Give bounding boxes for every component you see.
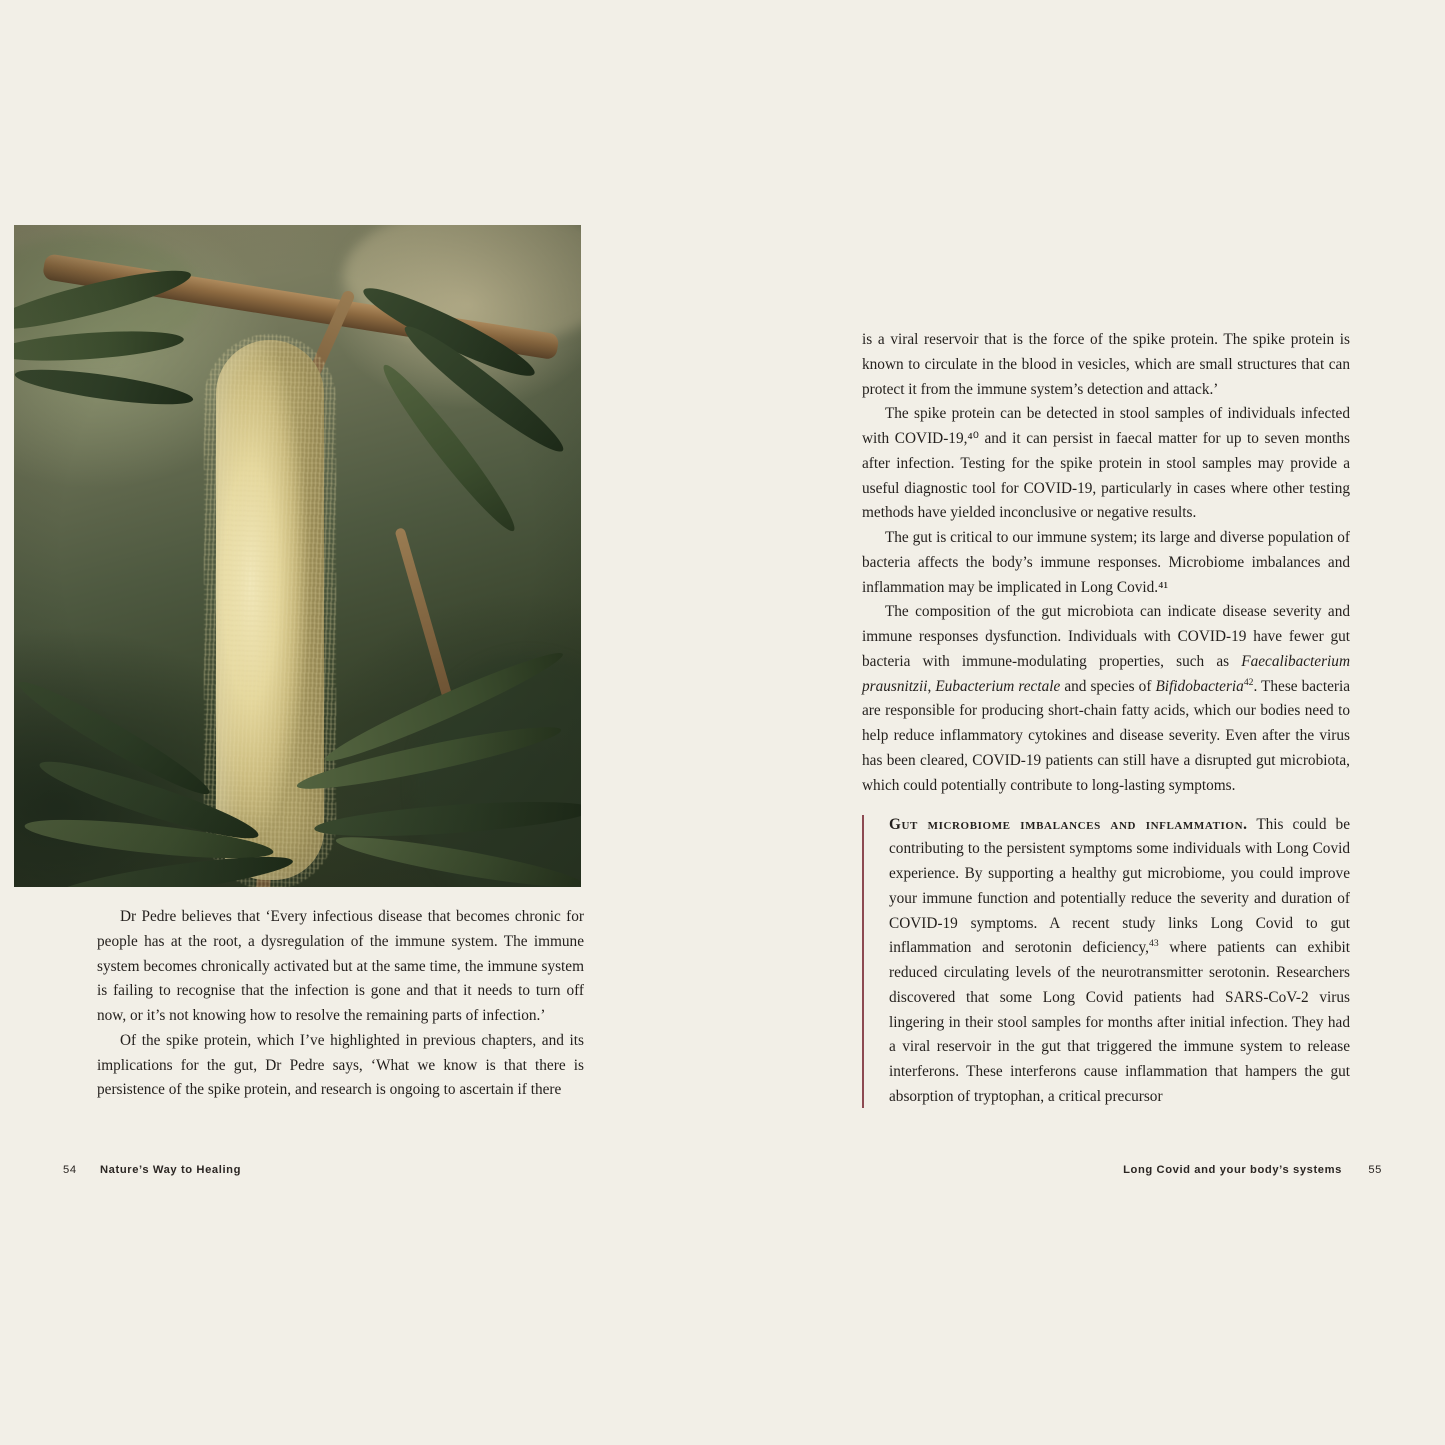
callout-block xyxy=(862,813,1350,1110)
right-page-body-text xyxy=(862,328,1350,1110)
species-name: Eubacterium rectale xyxy=(935,677,1061,695)
paragraph: The spike protein can be detected in stool samples of individuals infected with COVID-19,⁴⁰ and it can persist in faecal matter for up to seven months after infection. Testing for the spike protein in stool samples may provide a useful diagnostic tool for COVID-19, particularly in cases where other testing methods have yielded inconclusive or negative results. xyxy=(862,405,1350,522)
text-run: , xyxy=(927,677,936,695)
left-page xyxy=(0,0,722,1445)
text-run: . These bacteria are responsible for producing short-chain fatty acids, which our bodies need to help reduce inflammatory cytokines and disease severity. Even after the virus has been cleared, COVID-19 patients can still have a disrupted gut microbiota, which could potentially contribute to long-lasting symptoms. xyxy=(862,677,1350,794)
paragraph: Dr Pedre believes that ‘Every infectious disease that becomes chronic for people has at the root, a dysregulation of the immune system. The immune system becomes chronically activated but at the same time, the immune system is failing to recognise that the infection is gone and that it needs to turn off now, or it’s not knowing how to resolve the remaining parts of infection.’ xyxy=(97,908,584,1025)
paragraph-microbiota xyxy=(862,600,1350,798)
text-run: and species of xyxy=(1060,677,1156,695)
callout-lead: Gut microbiome imbalances and inflammation. xyxy=(889,815,1248,833)
species-name: Bifidobacteria xyxy=(1155,677,1244,695)
paragraph: The gut is critical to our immune system; its large and diverse population of bacteria affects the body’s immune responses. Microbiome imbalances and inflammation may be implicated in Long Covid.⁴¹ xyxy=(862,529,1350,596)
text-run: This could be contributing to the persistent symptoms some individuals with Long Covid experience. By supporting a healthy gut microbiome, you could improve your immune function and potentially reduce the severity and duration of COVID-19 symptoms. A recent study links Long Covid to gut inflammation and serotonin deficiency, xyxy=(889,815,1350,957)
right-page-number: 55 xyxy=(1368,1164,1382,1176)
callout-paragraph xyxy=(889,813,1350,1110)
species-name: Faecalibacterium prausnitzii xyxy=(862,652,1350,695)
text-run: The composition of the gut microbiota can indicate disease severity and immune responses dysfunction. Individuals with COVID-19 have fewer gut bacteria with immune-modulating properties, such as xyxy=(862,603,1350,670)
left-page-body-text xyxy=(97,905,584,1103)
left-page-number: 54 xyxy=(63,1164,77,1176)
footnote-marker: 42 xyxy=(1243,676,1254,688)
banksia-flower-photograph xyxy=(14,225,581,887)
photo-vignette xyxy=(14,225,581,887)
paragraph: is a viral reservoir that is the force of the spike protein. The spike protein is known to circulate in the blood in vesicles, which are small structures that can protect it from the immune system’s detection and attack.’ xyxy=(862,331,1350,398)
left-running-title: Nature’s Way to Healing xyxy=(100,1164,242,1176)
right-running-title: Long Covid and your body’s systems xyxy=(1123,1164,1342,1176)
footnote-marker: 43 xyxy=(1149,938,1159,950)
paragraph: Of the spike protein, which I’ve highlighted in previous chapters, and its implications for the gut, Dr Pedre says, ‘What we know is that there is persistence of the spike protein, and research is ongoing to ascertain if there xyxy=(97,1031,584,1099)
text-run: where patients can exhibit reduced circulating levels of the neurotransmitter serotonin. Researchers discovered that some Long Covid patients had SARS-CoV-2 virus lingering in their stool samples for months after initial infection. They had a viral reservoir in the gut that triggered the immune system to release interferons. These interferons cause inflammation that hampers the gut absorption of tryptophan, a critical precursor xyxy=(889,939,1350,1105)
right-page xyxy=(722,0,1445,1445)
